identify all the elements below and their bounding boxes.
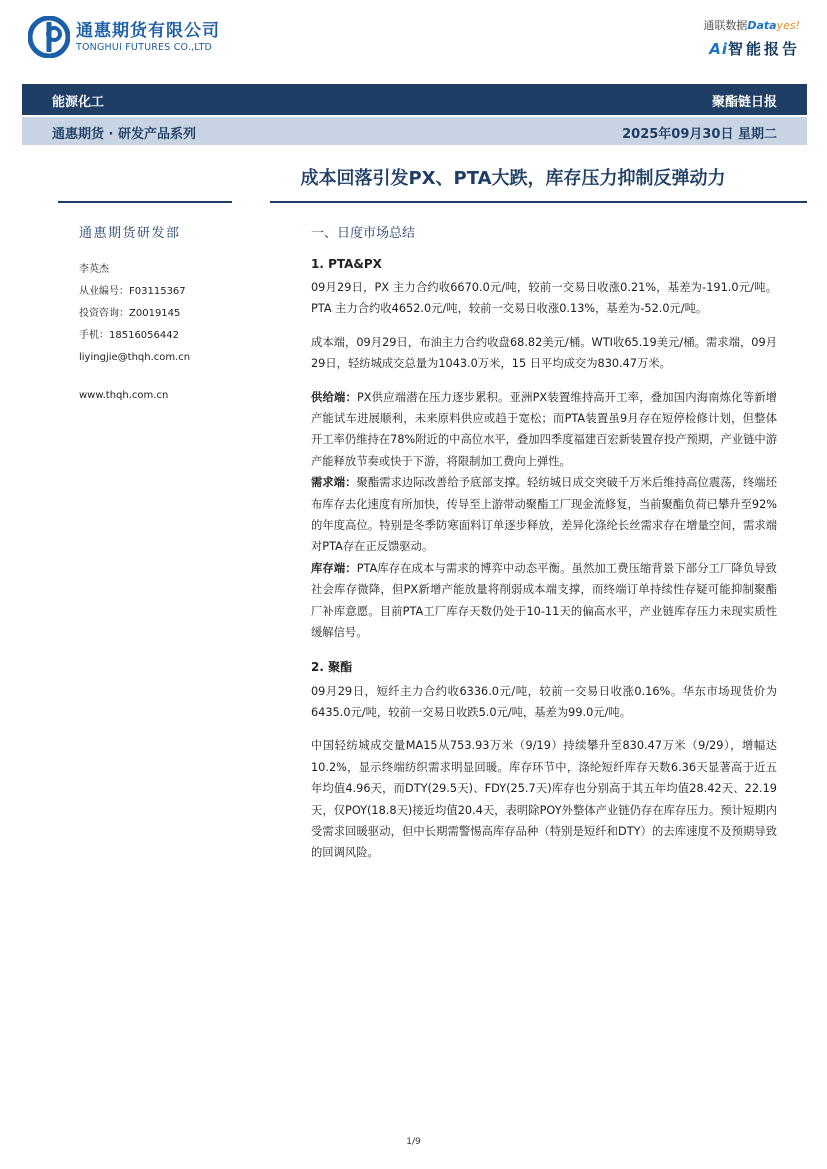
tonghui-logo-icon [28,16,70,58]
brand-prefix: 通联数据 [703,19,748,32]
sector-bar [22,84,807,115]
company-name-en: TONGHUI FUTURES CO.,LTD [76,42,212,53]
company-logo [28,16,220,58]
page-number: 1/9 [406,1137,421,1147]
report-type-label: 聚酯链日报 [711,95,777,110]
series-label: 通惠期货 · 研发产品系列 [52,127,196,142]
investment-license: 投资咨询：Z0019145 [79,308,181,319]
paragraph-supply: 供给端：PX供应端潜在压力逐步累积。亚洲PX装置维持高开工率，叠加国内海南炼化等新增产能试车进展顺利，未来原料供应或趋于宽松；而PTA装置虽9月存在短停检修计划，但整体开工率仍维持在78%附近的中高位水平，叠加四季度福建百宏新装置存投产预期，产业链中游产能释放节奏或快于下游，将限制加工费向上弹性。 [311,390,777,468]
phone: 手机：18516056442 [79,330,179,341]
brand-ai-icon: Ai [709,40,728,58]
datayes-brand [703,19,800,59]
paragraph-inventory: 库存端：PTA库存在成本与需求的博弈中动态平衡。虽然加工费压缩背景下部分工厂降负导致社会库存微降，但PX新增产能放量将削弱成本端支撑，而终端订单持续性存疑可能抑制聚酯厂补库意愿。目前PTA工厂库存天数仍处于10-11天的偏高水平，产业链库存压力未现实质性缓解信号。 [311,561,777,640]
subsection-polyester: 2. 聚酯 [311,659,353,674]
brand-report: 智能报告 [727,40,800,58]
website-link[interactable]: www.thqh.com.cn [79,390,169,401]
paragraph-staple-fiber: 09月29日，短纤主力合约收6336.0元/吨，较前一交易日收涨0.16%。华东市场现货价为6435.0元/吨，较前一交易日收跌5.0元/吨，基差为99.0元/吨。 [311,684,777,719]
author-sidebar [79,222,269,407]
divider-right [270,201,807,203]
paragraph-cost-demand: 成本端，09月29日，布油主力合约收盘68.82美元/桶。WTI收65.19美元/桶。需求端，09月29日，轻纺城成交总量为1043.0万米，15 日平均成交为830.47万米。 [311,335,777,371]
research-dept: 通惠期货研发部 [79,226,181,241]
author-name: 李英杰 [79,264,109,275]
section-heading: 一、日度市场总结 [311,226,416,241]
report-body [311,222,777,876]
report-title: 成本回落引发PX、PTA大跌，库存压力抑制反弹动力 [300,168,726,189]
brand-data: Data [747,19,777,32]
paragraph-demand: 需求端：聚酯需求边际改善给予底部支撑。轻纺城日成交突破千万米后维持高位震荡，终端坯布库存去化速度有所加快，传导至上游带动聚酯工厂现金流修复，当前聚酯负荷已攀升至92%的年度高位。特别是冬季防寒面料订单逐步释放，差异化涤纶长丝需求存在增量空间，需求端对PTA存在正反馈驱动。 [311,476,777,554]
company-name-cn: 通惠期货有限公司 [76,21,220,41]
paragraph-inventory-analysis: 中国轻纺城成交量MA15从753.93万米（9/19）持续攀升至830.47万米（9/29），增幅达10.2%，显示终端纺织需求明显回暖。库存环节中，涤纶短纤库存天数6.36天显著高于近五年均值4.96天，而DTY(29.5天)、FDY(25.7天)库存也分别高于其五年均值28.42天、22.19天，仅POY(18.8天)接近均值20.4天，表明除POY外整体产业链仍存在库存压力。预计短期内受需求回暖驱动，但中长期需警惕高库存品种（特别是短纤和DTY）的去库速度不及预期导致的回调风险。 [311,739,777,860]
paragraph-futures: 09月29日，PX 主力合约收6670.0元/吨，较前一交易日收涨0.21%，基差为-191.0元/吨。PTA 主力合约收4652.0元/吨，较前一交易日收涨0.13%，基差为-52.0元/吨。 [311,281,777,316]
email-link[interactable]: liyingjie@thqh.com.cn [79,352,191,363]
report-date: 2025年09月30日 星期二 [622,127,777,142]
divider-left [58,201,232,203]
series-bar [22,117,807,145]
sector-label: 能源化工 [52,95,105,110]
brand-yes: yes! [776,19,800,32]
subsection-pta-px: 1. PTA&PX [311,257,382,271]
cert-number: 从业编号：F03115367 [79,286,186,297]
